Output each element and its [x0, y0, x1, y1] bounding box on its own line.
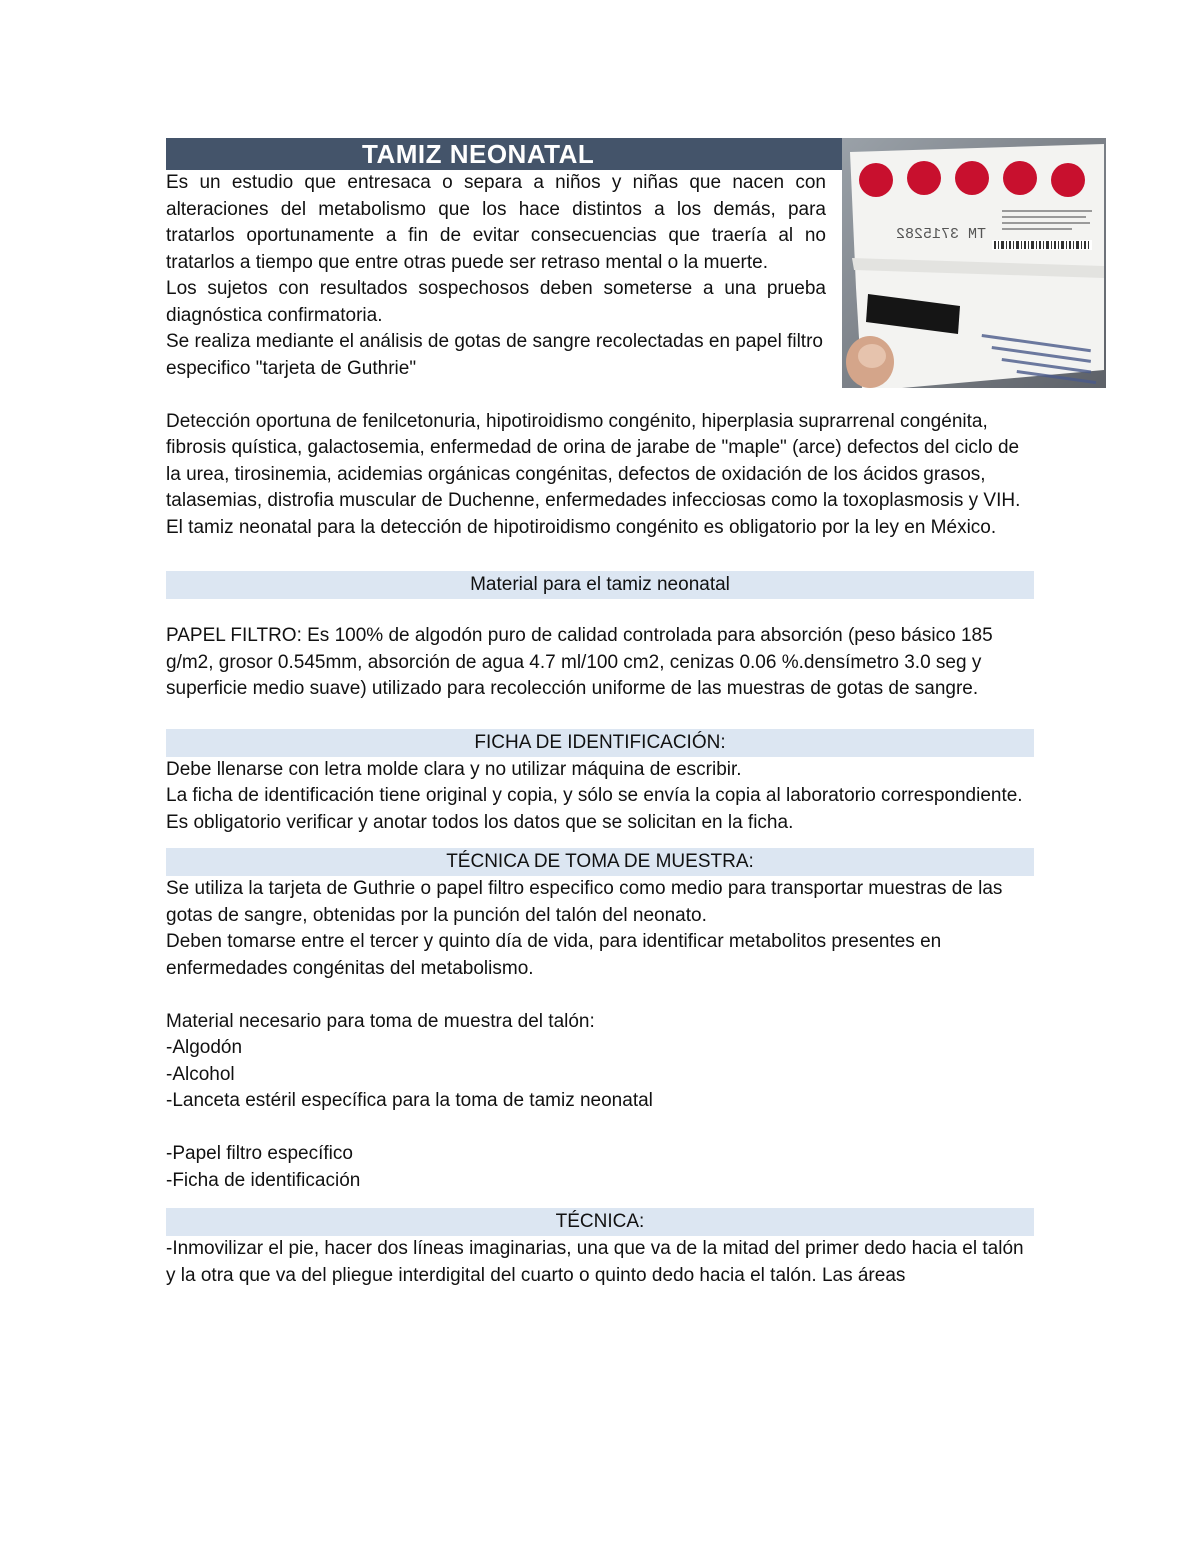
material-paragraph: PAPEL FILTRO: Es 100% de algodón puro de calidad controlada para absorción (peso básico 185 g/m2, grosor 0.545mm, absorción de agua 4.7 ml/100 cm2, cenizas 0.06 %.densímetro 3.0 seg y superficie medio suave) utilizado para recolección uniforme de las muestras de gotas de sangre. [166, 625, 993, 699]
intro-paragraph: Los sujetos con resultados sospechosos deben someterse a una prueba diagnóstica confirmatoria. [166, 278, 826, 326]
blood-spot [1051, 163, 1085, 197]
blood-spot [955, 161, 989, 195]
material-heading: Material para el tamiz neonatal [166, 571, 1034, 599]
list-item: -Alcohol [166, 1063, 235, 1085]
detection-paragraph: Detección oportuna de fenilcetonuria, hipotiroidismo congénito, hiperplasia suprarrenal congénita, fibrosis quística, galactosemia, enfermedad de orina de jarabe de "maple" (arce) defectos del ciclo de la urea, tirosinemia, acidemias orgánicas congénitas, defectos de oxidación de los ácidos grasos, talasemias, distrofia muscular de Duchenne, enfermedades infecciosas como la toxoplasmosis y VIH. [166, 410, 1021, 511]
list-item: -Lanceta estéril específica para la toma de tamiz neonatal [166, 1090, 653, 1111]
barcode-icon [992, 240, 1092, 250]
blood-spot [907, 161, 941, 195]
material-list-heading: Material necesario para toma de muestra del talón: [166, 1010, 595, 1032]
intro-paragraph: Se realiza mediante el análisis de gotas de sangre recolectadas en papel filtro especifico "tarjeta de Guthrie" [166, 331, 823, 379]
blood-spot [1003, 161, 1037, 195]
list-item: -Algodón [166, 1037, 243, 1058]
tecnica-heading: TÉCNICA: [166, 1208, 1034, 1236]
ficha-paragraph: La ficha de identificación tiene original y copia, y sólo se envía la copia al laboratorio correspondiente. Es obligatorio verificar y anotar todos los datos que se solicitan en la ficha. [166, 785, 1023, 833]
toma-paragraph: Se utiliza la tarjeta de Guthrie o papel filtro especifico como medio para transportar muestras de las gotas de sangre, obtenidas por la punción del talón del neonato. [166, 878, 1003, 926]
list-item: -Ficha de identificación [166, 1169, 361, 1191]
detection-section [166, 409, 1034, 542]
intro-section [166, 170, 826, 382]
ficha-heading: FICHA DE IDENTIFICACIÓN: [166, 729, 1034, 757]
guthrie-card-illustration [842, 138, 1106, 388]
guthrie-card-photo [842, 138, 1106, 388]
card-code: TM 3715282 [895, 226, 986, 243]
ficha-paragraph: Debe llenarse con letra molde clara y no utilizar máquina de escribir. [166, 758, 742, 780]
blood-spot [859, 163, 893, 197]
detection-paragraph: El tamiz neonatal para la detección de hipotiroidismo congénito es obligatorio por la ley en México. [166, 516, 997, 538]
page-title: TAMIZ NEONATAL [166, 138, 842, 170]
tecnica-paragraph: -Inmovilizar el pie, hacer dos líneas imaginarias, una que va de la mitad del primer dedo hacia el talón y la otra que va del pliegue interdigital del cuarto o quinto dedo hacia el talón. Las áreas [166, 1238, 1024, 1286]
list-item: -Papel filtro específico [166, 1143, 353, 1164]
intro-paragraph: Es un estudio que entresaca o separa a niños y niñas que nacen con alteraciones del metabolismo que los hace distintos a los demás, para tratarlos oportunamente a fin de evitar consecuencias que traería al no tratarlos a tiempo que entre otras puede ser retraso mental o la muerte. [166, 172, 826, 273]
toma-heading: TÉCNICA DE TOMA DE MUESTRA: [166, 848, 1034, 876]
toma-paragraph: Deben tomarse entre el tercer y quinto día de vida, para identificar metabolitos presentes en enfermedades congénitas del metabolismo. [166, 931, 942, 979]
